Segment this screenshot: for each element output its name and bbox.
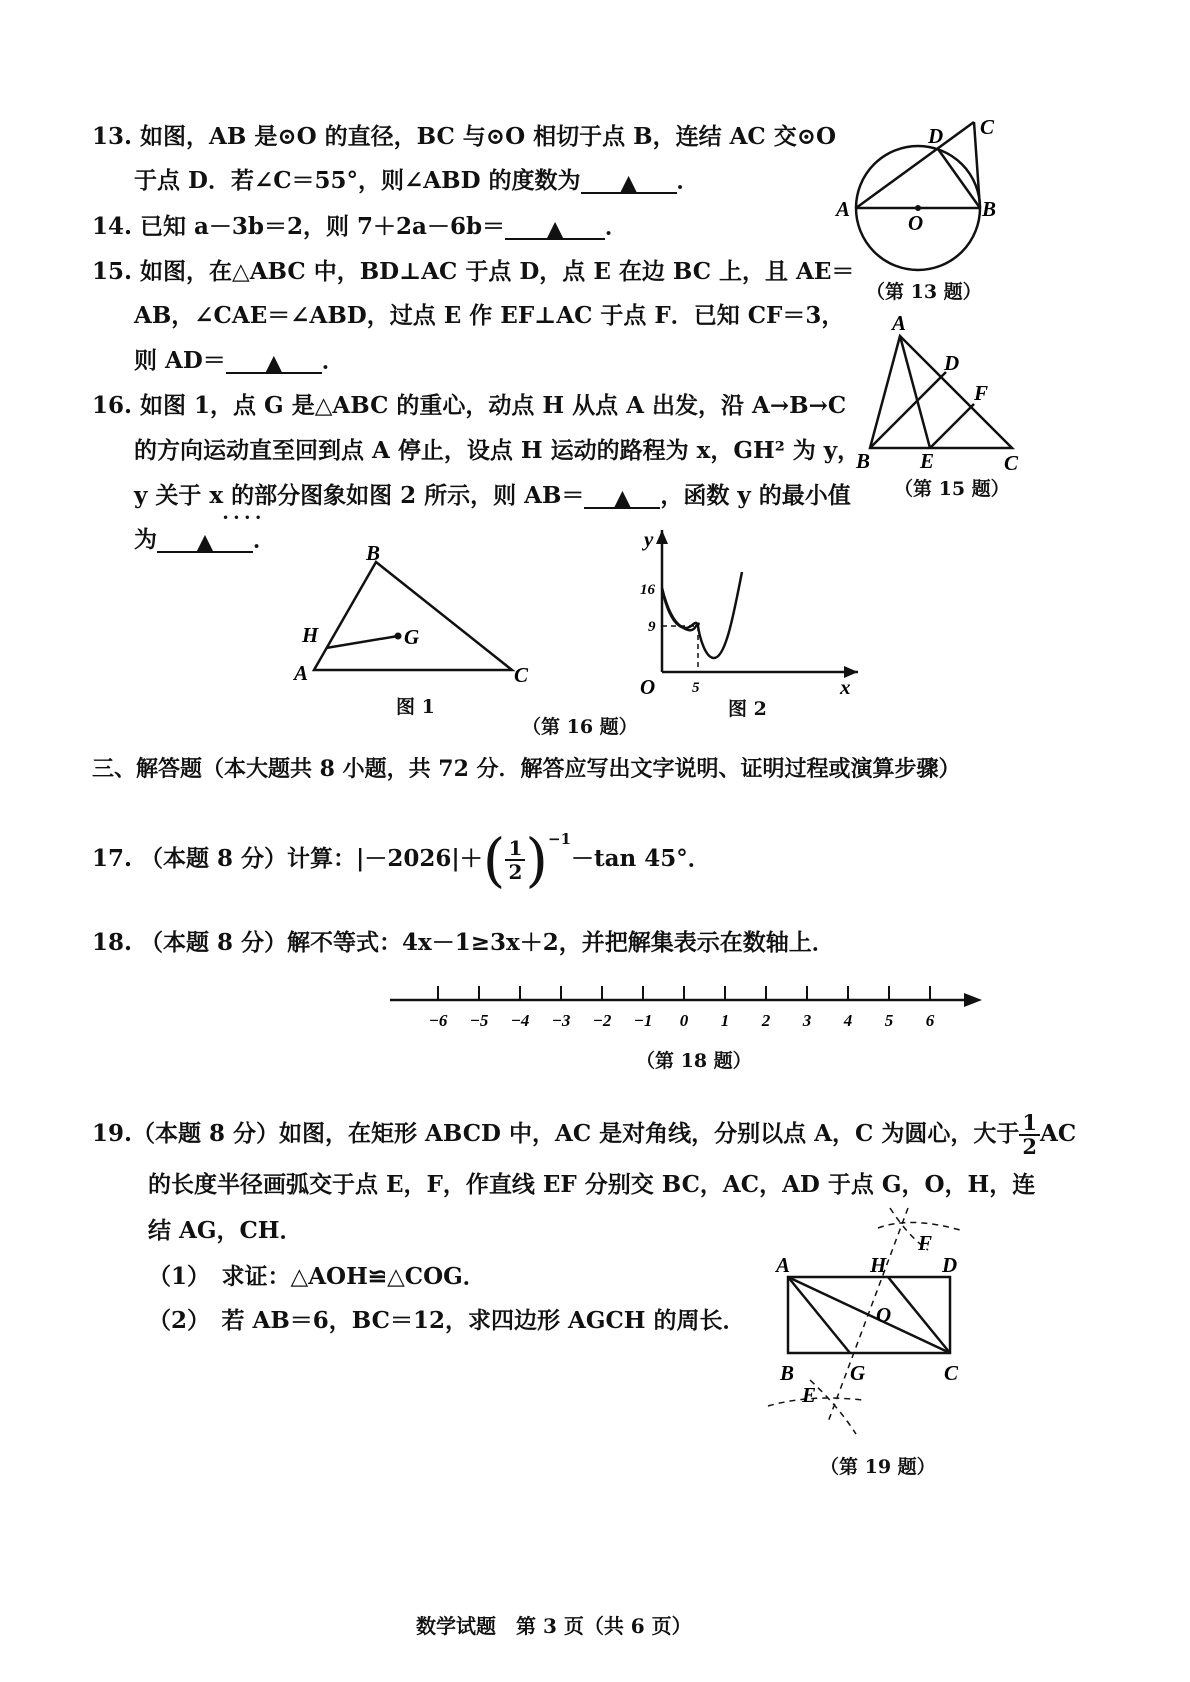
q19-label-a: A [776, 1253, 791, 1277]
q14-line1: 14. 已知 a－3b＝2，则 7＋2a－6b＝ [92, 213, 506, 240]
q13-line1: 13. 如图，AB 是⊙O 的直径，BC 与⊙O 相切于点 B，连结 AC 交⊙O [92, 123, 837, 150]
q17-frac-den: 2 [508, 860, 523, 884]
q13-answer-blank[interactable] [581, 168, 677, 194]
q17-rest: －tan 45°． [571, 845, 711, 872]
q15-answer-blank[interactable] [226, 348, 322, 374]
blank-marker-icon: ▲ [546, 216, 564, 242]
paren-right-icon: ) [525, 826, 548, 894]
q19-label-c: C [944, 1361, 959, 1385]
blank-marker-icon: ▲ [265, 350, 283, 376]
q19-label-d: D [942, 1253, 958, 1277]
q13-label-o: O [908, 211, 924, 235]
q18-tick-label: −3 [551, 1011, 571, 1030]
q16-line3-wrap [134, 481, 851, 511]
q16-tail: ． [253, 526, 276, 553]
q16-fig2-tick-9: 9 [648, 619, 656, 635]
q16-line4-wrap [134, 525, 276, 555]
q16-fig1-label-a: A [294, 661, 309, 685]
q13-label-d: D [928, 124, 944, 148]
q15-figure [850, 308, 1030, 478]
q19-label-f: F [918, 1231, 933, 1255]
q17-plus: ＋ [459, 845, 483, 872]
emphasis-dot: • • • • [222, 511, 262, 525]
q15-label-e: E [920, 449, 935, 473]
q19-caption: （第 19 题） [820, 1456, 936, 1478]
q19-label-h: H [870, 1253, 887, 1277]
section3-heading: 三、解答题（本大题共 8 小题，共 72 分．解答应写出文字说明、证明过程或演算步骤） [92, 756, 961, 782]
q19-line3: 结 AG，CH． [148, 1217, 303, 1244]
q13-line2: 于点 D．若∠C＝55°，则∠ABD 的度数为 [134, 167, 581, 194]
q18-tick-label: 4 [843, 1011, 853, 1030]
q13-line2-wrap [134, 166, 700, 196]
q18-tick-label: −1 [633, 1011, 653, 1030]
q13-figure [830, 110, 1030, 280]
q16-fig2-caption: 图 2 [728, 698, 767, 720]
q15-line3: 则 AD＝ [134, 347, 226, 374]
page-footer: 数学试题 第 3 页（共 6 页） [416, 1614, 692, 1638]
q19-label-o: O [876, 1303, 892, 1327]
q15-line2: AB，∠CAE＝∠ABD，过点 E 作 EF⊥AC 于点 F．已知 CF＝3， [134, 302, 845, 329]
q16-fig1-label-b: B [366, 541, 381, 565]
q18-tick-label: −5 [469, 1011, 489, 1030]
q19-line1-wrap [92, 1110, 1076, 1158]
q16-fig2-label-x: x [840, 675, 851, 699]
q18-tick-label: −6 [428, 1011, 448, 1030]
q19-part1: （1） 求证：△AOH≌△COG． [148, 1263, 486, 1290]
q15-label-b: B [856, 449, 871, 473]
q16-fig1-caption: 图 1 [396, 696, 435, 718]
q17-line-wrap [92, 808, 711, 894]
q17-abs: |－2026| [356, 845, 460, 872]
q13-tail: ． [676, 167, 700, 194]
q19-frac-num: 1 [1019, 1112, 1040, 1136]
q18-tick-label: 0 [679, 1011, 689, 1030]
q17-prefix: 17. （本题 8 分）计算： [92, 845, 357, 872]
q16-line4: 为 [134, 526, 157, 553]
q16-min-blank[interactable] [157, 527, 253, 553]
q13-label-c: C [980, 115, 995, 139]
q16-fig1-label-h: H [302, 623, 319, 647]
q19-label-e: E [802, 1383, 817, 1407]
q16-caption: （第 16 题） [522, 716, 638, 738]
blank-marker-icon: ▲ [613, 485, 631, 511]
q13-caption: （第 13 题） [866, 281, 982, 303]
q16-fig1-label-c: C [514, 663, 529, 687]
q19-line1-end: AC [1039, 1120, 1077, 1147]
q15-label-d: D [944, 351, 960, 375]
q19-line2: 的长度半径画弧交于点 E，F，作直线 EF 分别交 BC，AC，AD 于点 G，O，H，连 [148, 1171, 1036, 1198]
q18-tick-label: 6 [925, 1011, 935, 1030]
q16-line3a: y 关于 x 的部分图象如图 2 所示，则 AB＝ [134, 482, 585, 509]
q18-text: 18. （本题 8 分）解不等式：4x－1≥3x＋2，并把解集表示在数轴上． [92, 929, 835, 956]
q19-label-b: B [780, 1361, 795, 1385]
q15-line3-wrap [134, 346, 345, 376]
q19-part2: （2） 若 AB＝6，BC＝12，求四边形 AGCH 的周长． [148, 1307, 746, 1334]
q16-fig2-label-y: y [644, 527, 654, 551]
q15-label-a: A [892, 311, 907, 335]
q16-ab-blank[interactable] [584, 483, 660, 509]
q16-line1: 16. 如图 1，点 G 是△ABC 的重心，动点 H 从点 A 出发，沿 A→B→C [92, 392, 847, 419]
q18-tick-label: −4 [510, 1011, 530, 1030]
q13-label-b: B [982, 197, 997, 221]
q19-frac-den: 2 [1022, 1134, 1037, 1159]
q16-fig1-label-g: G [404, 625, 420, 649]
q18-caption: （第 18 题） [636, 1050, 752, 1072]
q14-tail: ． [605, 213, 629, 240]
q19-figure [760, 1200, 990, 1450]
q18-tick-label: 3 [802, 1011, 812, 1030]
q15-label-f: F [974, 381, 989, 405]
q16-fig2-tick-16: 16 [640, 582, 655, 598]
blank-marker-icon: ▲ [620, 170, 637, 196]
q18-tick-label: 1 [720, 1011, 730, 1030]
q18-number-line [386, 980, 986, 1036]
q15-tail: ． [321, 347, 345, 374]
q16-line2: 的方向运动直至回到点 A 停止，设点 H 运动的路程为 x，GH² 为 y， [134, 437, 861, 464]
q16-figure2 [630, 522, 870, 702]
q15-line1: 15. 如图，在△ABC 中，BD⊥AC 于点 D，点 E 在边 BC 上，且 AE＝ [92, 258, 855, 285]
q19-fraction [1019, 1112, 1040, 1158]
q19-line1: 19.（本题 8 分）如图，在矩形 ABCD 中，AC 是对角线，分别以点 A，C 为圆心，大于 [92, 1120, 1020, 1147]
q18-tick-label: 2 [761, 1011, 771, 1030]
q18-tick-group [429, 986, 935, 1030]
q17-frac-num: 1 [505, 837, 525, 861]
q18-tick-label: −2 [592, 1011, 612, 1030]
blank-marker-icon: ▲ [196, 529, 214, 555]
q15-label-c: C [1004, 451, 1019, 475]
q19-label-g: G [850, 1361, 866, 1385]
q16-fig2-tick-5: 5 [692, 680, 700, 696]
q16-fig2-label-o: O [640, 675, 656, 699]
q17-exponent: −1 [548, 830, 572, 848]
paren-left-icon: ( [482, 826, 506, 894]
q14-line-wrap [92, 212, 628, 242]
q17-fraction [505, 837, 525, 883]
q13-label-a: A [836, 197, 851, 221]
q14-answer-blank[interactable] [505, 214, 605, 240]
q18-tick-label: 5 [884, 1011, 894, 1030]
q16-line3b: ，函数 y 的最小值 [660, 482, 851, 509]
q15-caption: （第 15 题） [894, 478, 1010, 500]
